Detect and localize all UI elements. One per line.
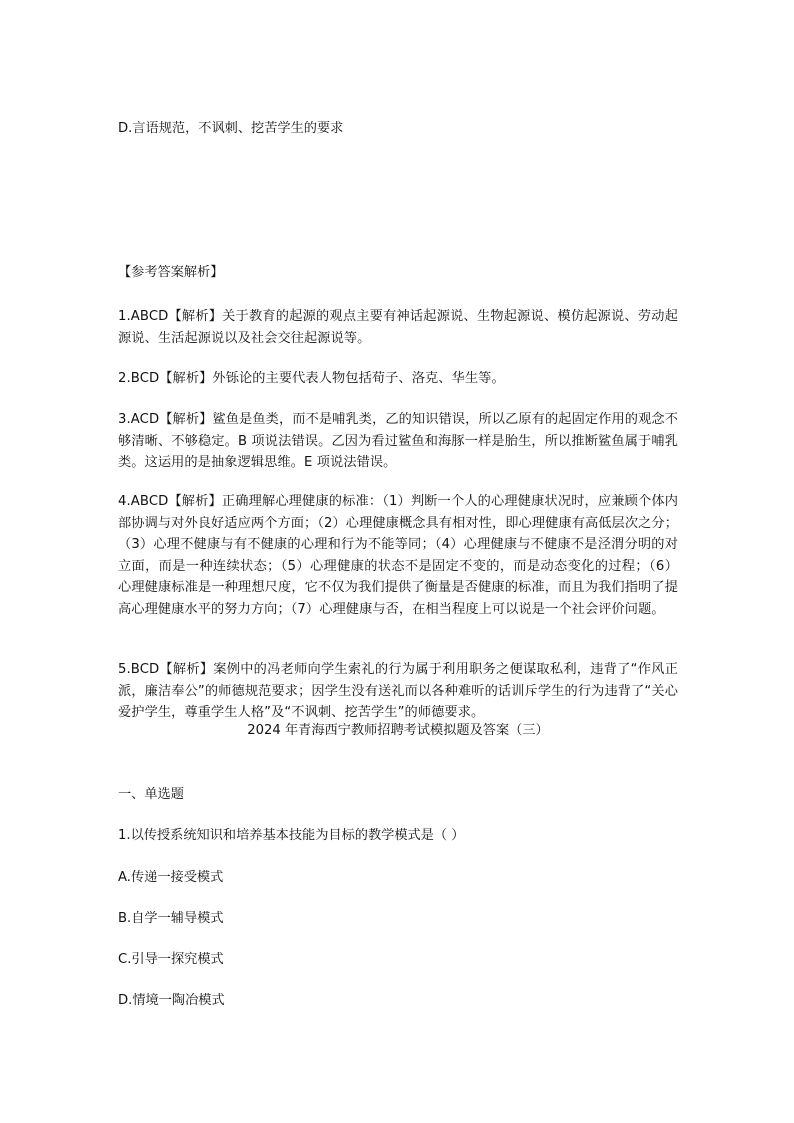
option-d: D.情境一陶冶模式 bbox=[118, 993, 225, 1008]
answer-item-4: 4.ABCD【解析】正确理解心理健康的标准：（1）判断一个人的心理健康状况时，应兼顾个体内部协调与对外良好适应两个方面；（2）心理健康概念具有相对性，即心理健康有高低层次之分；（3）心理不健康与有不健康的心理和行为不能等同；（4）心理健康与不健康不是泾渭分明的对立面，而是一种连续状态；（5）心理健康的状态不是固定不变的，而是动态变化的过程；（6）心理健康标准是一种理想尺度，它不仅为我们提供了衡量是否健康的标准，而且为我们指明了提高心理健康水平的努力方向；（7）心理健康与否，在相当程度上可以说是一个社会评价问题。 bbox=[118, 494, 678, 617]
option-b: B.自学一辅导模式 bbox=[118, 911, 224, 926]
answer-item-3: 3.ACD【解析】鲨鱼是鱼类，而不是哺乳类，乙的知识错误，所以乙原有的起固定作用的观念不够清晰、不够稳定。B 项说法错误。乙因为看过鲨鱼和海豚一样是胎生，所以推断鲨鱼属于哺乳类。这运用的是抽象逻辑思维。E 项说法错误。 bbox=[118, 412, 678, 470]
prev-option-d: D.言语规范，不讽刺、挖苦学生的要求 bbox=[118, 121, 344, 136]
answer-item-2: 2.BCD【解析】外铄论的主要代表人物包括荀子、洛克、华生等。 bbox=[118, 371, 505, 386]
section-heading: 一、单选题 bbox=[118, 787, 184, 802]
question-1: 1.以传授系统知识和培养基本技能为目标的教学模式是（ ） bbox=[118, 828, 465, 843]
option-a: A.传递一接受模式 bbox=[118, 870, 224, 885]
answer-item-5: 5.BCD【解析】案例中的冯老师向学生索礼的行为属于利用职务之便谋取私利，违背了“作风正派，廉洁奉公”的师德规范要求；因学生没有送礼而以各种难听的话训斥学生的行为违背了“关心爱护学生，尊重学生人格”及“不讽刺、挖苦学生”的师德要求。 bbox=[118, 662, 678, 720]
exam-title: 2024 年青海西宁教师招聘考试模拟题及答案（三） bbox=[247, 723, 549, 738]
answers-heading: 【参考答案解析】 bbox=[118, 265, 224, 280]
answer-item-1: 1.ABCD【解析】关于教育的起源的观点主要有神话起源说、生物起源说、模仿起源说、劳动起源说、生活起源说以及社会交往起源说等。 bbox=[118, 309, 678, 346]
option-c: C.引导一探究模式 bbox=[118, 952, 224, 967]
